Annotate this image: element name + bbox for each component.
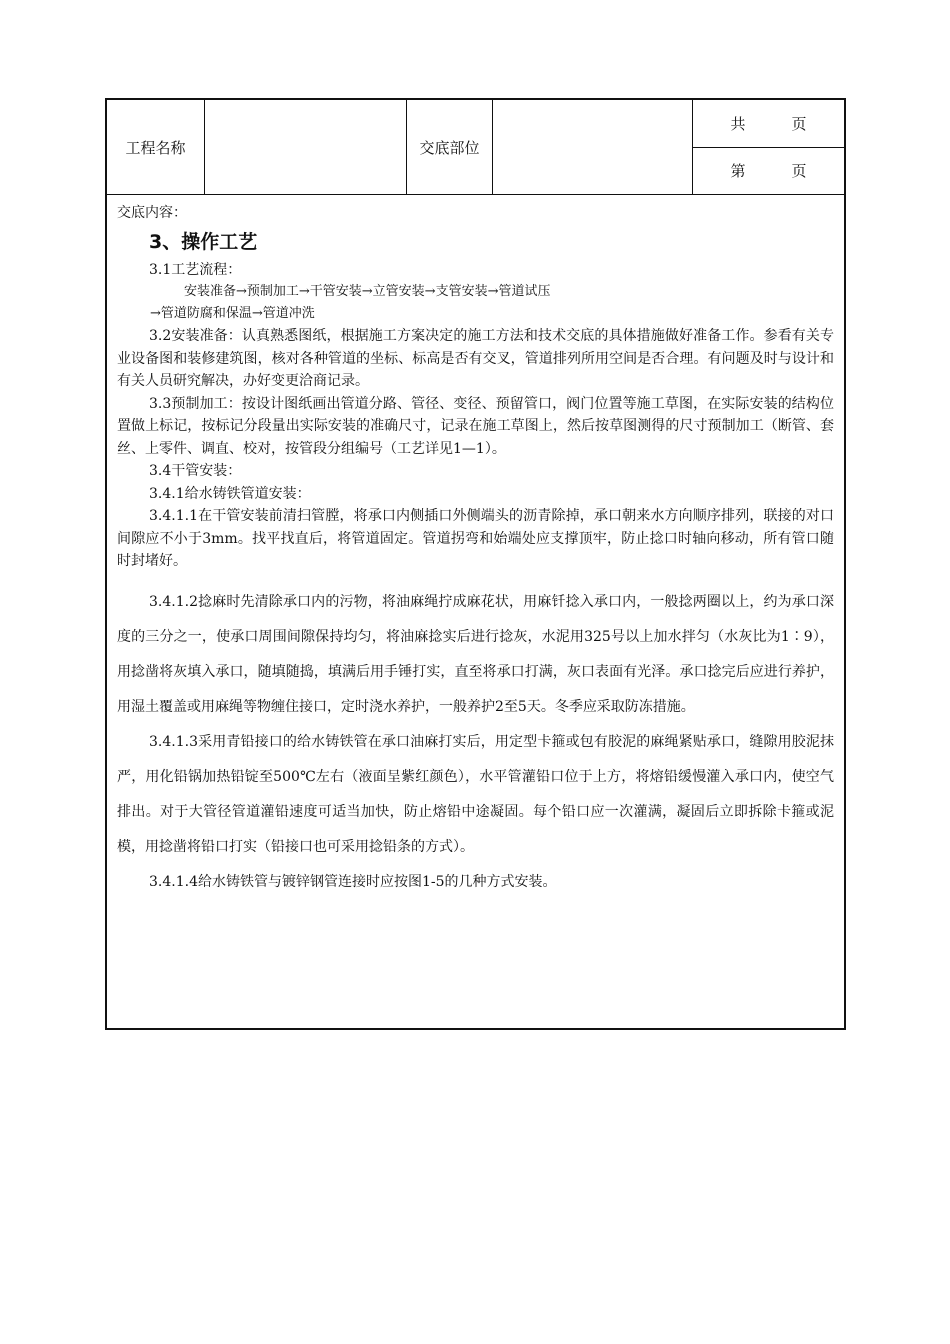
process-flow-heading: 3.1工艺流程：: [149, 261, 242, 278]
project-name-value[interactable]: [205, 100, 407, 194]
project-name-label: 工程名称: [107, 100, 205, 194]
spacer: [117, 573, 834, 585]
disclosure-sheet: [105, 98, 846, 1030]
paragraph-3-4-1-1: 3.4.1.1在干管安装前清扫管膛，将承口内侧插口外侧端头的沥青除掉，承口朝来水方向顺序排列，联接的对口间隙应不小于3mm。找平找直后，将管道固定。管道拐弯和始端处应支撑顶牢，防止捻口时轴向移动，所有管口随时封堵好。: [117, 508, 834, 569]
total-pages-cell: [693, 100, 844, 148]
page-number-label-b: 页: [791, 162, 807, 180]
disclosure-content: [117, 202, 834, 900]
section-title: 3、操作工艺: [149, 230, 258, 253]
paragraph-3-4-1-4: 3.4.1.4给水铸铁管与镀锌钢管连接时应按图1-5的几种方式安装。: [149, 873, 557, 890]
location-value[interactable]: [493, 100, 693, 194]
paragraph-3-3: 3.3预制加工：按设计图纸画出管道分路、管径、变径、预留管口，阀门位置等施工草图，在实际安装的结构位置做上标记，按标记分段量出实际安装的准确尺寸，记录在施工草图上，然后按草图测得的尺寸预制加工（断管、套丝、上零件、调直、校对，按管段分组编号（工艺详见1—1）。: [117, 395, 834, 457]
total-pages-label-b: 页: [791, 115, 807, 133]
heading-3-4: 3.4干管安装：: [149, 463, 242, 479]
process-flow-line-1: 安装准备→预制加工→干管安装→立管安装→支管安装→管道试压: [184, 284, 551, 299]
page-number-cell: [693, 147, 844, 194]
location-label: 交底部位: [407, 100, 493, 194]
total-pages-label-a: 共: [730, 115, 746, 133]
process-flow-line-2: →管道防腐和保温→管道冲洗: [150, 306, 315, 321]
paragraph-3-4-1-3: 3.4.1.3采用青铅接口的给水铸铁管在承口油麻打实后，用定型卡箍或包有胶泥的麻绳紧贴承口，缝隙用胶泥抹严，用化铅锅加热铅锭至500℃左右（液面呈紫红颜色），水平管灌铅口位于上方，将熔铅缓慢灌入承口内，使空气排出。对于大管径管道灌铅速度可适当加快，防止熔铅中途凝固。每个铅口应一次灌满，凝固后立即拆除卡箍或泥模，用捻凿将铅口打实（铅接口也可采用捻铅条的方式）。: [117, 733, 834, 855]
page-number-label-a: 第: [730, 162, 746, 180]
heading-3-4-1: 3.4.1给水铸铁管道安装：: [149, 485, 311, 502]
paragraph-3-2: 3.2安装准备：认真熟悉图纸，根据施工方案决定的施工方法和技术交底的具体措施做好准备工作。参看有关专业设备图和装修建筑图，核对各种管道的坐标、标高是否有交叉，管道排列所用空间是否合理。有问题及时与设计和有关人员研究解决，办好变更洽商记录。: [117, 328, 834, 389]
paragraph-3-4-1-2: 3.4.1.2捻麻时先清除承口内的污物，将油麻绳拧成麻花状，用麻钎捻入承口内，一般捻两圈以上，约为承口深度的三分之一，使承口周围间隙保持均匀，将油麻捻实后进行捻灰，水泥用325号以上加水拌匀（水灰比为1∶9），用捻凿将灰填入承口，随填随捣，填满后用手锤打实，直至将承口打满，灰口表面有光泽。承口捻完后应进行养护，用湿土覆盖或用麻绳等物缠住接口，定时浇水养护，一般养护2至5天。冬季应采取防冻措施。: [117, 593, 834, 715]
header-table: [107, 100, 844, 195]
content-label: 交底内容：: [117, 205, 187, 221]
